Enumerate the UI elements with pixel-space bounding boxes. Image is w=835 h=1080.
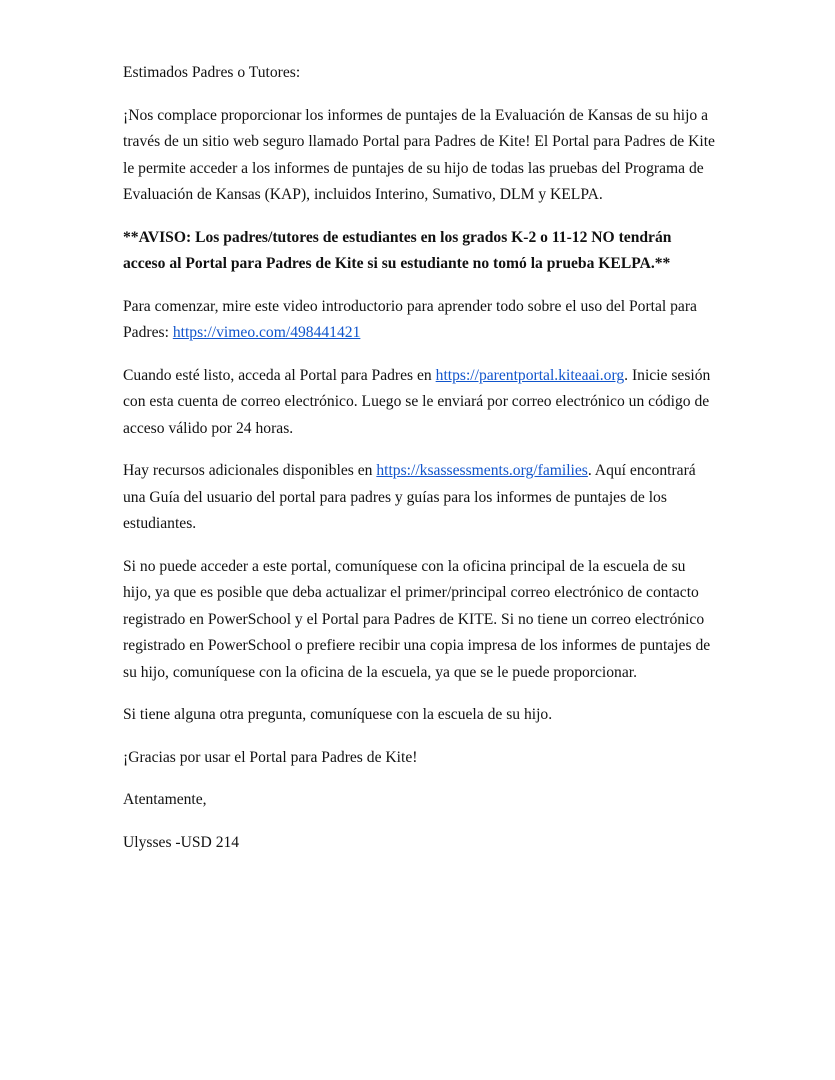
questions-paragraph: Si tiene alguna otra pregunta, comuníquese con la escuela de su hijo. (123, 706, 553, 723)
closing: Atentamente, (123, 791, 207, 808)
resources-paragraph (123, 458, 715, 538)
letter-greeting: Estimados Padres o Tutores: (123, 64, 301, 81)
video-paragraph (123, 294, 715, 347)
video-link[interactable]: https://vimeo.com/498441421 (172, 324, 361, 341)
resources-link[interactable]: https://ksassessments.org/families (376, 462, 588, 479)
signature: Ulysses -USD 214 (123, 833, 240, 851)
resources-text-before: Hay recursos adicionales disponibles en (123, 462, 377, 479)
intro-paragraph: ¡Nos complace proporcionar los informes de puntajes de la Evaluación de Kansas de su hijo a través de un sitio web seguro llamado Portal para Padres de Kite! El Portal para Padres de Kite le permite acceder a los informes de puntajes de su hijo de todas las pruebas del Programa de Evaluación de Kansas (KAP), incluidos Interino, Sumativo, DLM y KELPA. (123, 106, 715, 203)
login-text-after: . Inicie sesión con esta cuenta de correo electrónico. Luego se le enviará por correo electrónico un código de acceso válido por 24 horas. (123, 366, 711, 437)
notice-paragraph: **AVISO: Los padres/tutores de estudiantes en los grados K-2 o 11-12 NO tendrán acceso al Portal para Padres de Kite si su estudiante no tomó la prueba KELPA.** (123, 228, 672, 272)
thanks-paragraph: ¡Gracias por usar el Portal para Padres de Kite! (123, 748, 418, 766)
access-help-paragraph: Si no puede acceder a este portal, comuníquese con la oficina principal de la escuela de su hijo, ya que es posible que deba actualizar el primer/principal correo electrónico de contacto registrado en PowerSchool y el Portal para Padres de KITE. Si no tiene un correo electrónico registrado en PowerSchool o prefiere recibir una copia impresa de los informes de puntajes de su hijo, comuníquese con la oficina de la escuela, ya que se le puede proporcionar. (123, 557, 711, 681)
resources-text-after: . Aquí encontrará una Guía del usuario del portal para padres y guías para los informes de puntajes de los estudiantes. (123, 462, 696, 532)
video-text: Para comenzar, mire este video introductorio para aprender todo sobre el uso del Portal para Padres: (123, 297, 697, 341)
letter-body (123, 60, 715, 872)
login-paragraph (123, 363, 715, 443)
parent-portal-link[interactable]: https://parentportal.kiteaai.org (435, 366, 625, 384)
login-text-before: Cuando esté listo, acceda al Portal para Padres en (123, 366, 436, 384)
